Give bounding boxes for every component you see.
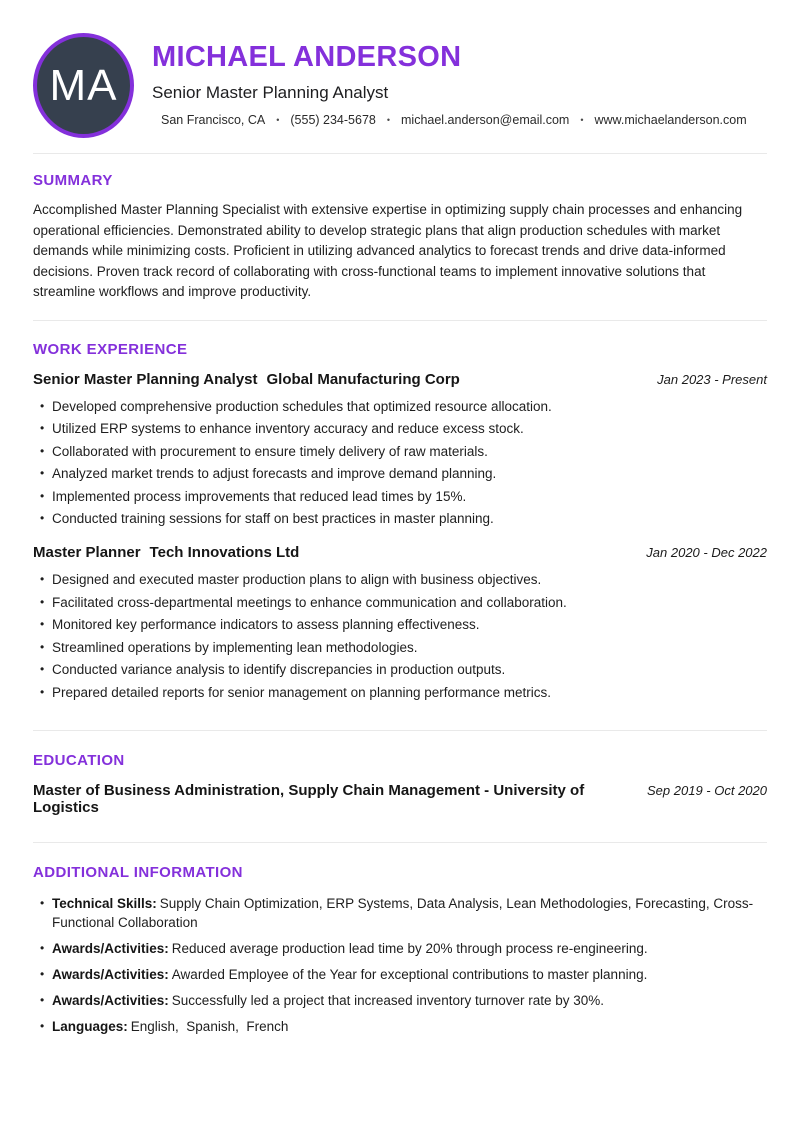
contact-row — [152, 113, 747, 127]
education-heading: EDUCATION — [33, 752, 125, 769]
work-experience-heading: WORK EXPERIENCE — [33, 340, 188, 358]
additional-info-list — [33, 894, 767, 1036]
bullet-item: • Developed comprehensive production schedules that optimized resource allocation. — [33, 398, 767, 415]
bullet-item: • Facilitated cross-departmental meetings to enhance communication and collaboration. — [33, 594, 767, 611]
job-company: Tech Innovations Ltd — [149, 544, 300, 561]
bullet-item: • Designed and executed master production plans to align with business objectives. — [33, 571, 767, 588]
contact-separator-dot: • — [276, 114, 280, 125]
section-divider — [33, 730, 767, 731]
job-dates: Jan 2023 - Present — [657, 371, 767, 387]
job-bullet-list — [33, 398, 767, 528]
item-label: Awards/Activities: — [52, 967, 169, 982]
item-text: Reduced average production lead time by 20% through process re-engineering. — [171, 941, 648, 956]
education-entry — [33, 782, 767, 816]
item-text: Awarded Employee of the Year for exceptional contributions to master planning. — [171, 967, 648, 982]
additional-info-item — [33, 1017, 767, 1036]
job-title: Master Planner — [33, 544, 141, 561]
section-divider — [33, 842, 767, 843]
additional-info-item — [33, 894, 767, 932]
section-divider — [33, 153, 767, 154]
job-header — [33, 544, 767, 561]
bullet-item: • Collaborated with procurement to ensure timely delivery of raw materials. — [33, 443, 767, 460]
additional-info-item — [33, 965, 767, 984]
item-text: Supply Chain Optimization, ERP Systems, Data Analysis, Lean Methodologies, Forecasting, Cross-Functional Collaboration — [52, 896, 754, 930]
bullet-item: • Conducted training sessions for staff on best practices in master planning. — [33, 510, 767, 527]
additional-info-heading: ADDITIONAL INFORMATION — [33, 864, 243, 881]
education-degree: Master of Business Administration, Supply Chain Management - University of Logistics — [33, 782, 585, 816]
bullet-item: • Utilized ERP systems to enhance inventory accuracy and reduce excess stock. — [33, 420, 767, 437]
job-title-company — [33, 371, 460, 388]
contact-phone: (555) 234-5678 — [290, 113, 376, 128]
summary-heading: SUMMARY — [33, 172, 113, 189]
contact-separator-dot: • — [580, 114, 584, 125]
header-text — [152, 33, 747, 138]
bullet-item: • Implemented process improvements that reduced lead times by 15%. — [33, 488, 767, 505]
job-header — [33, 371, 767, 388]
contact-separator-dot: • — [386, 114, 391, 125]
resume-header — [33, 0, 767, 138]
bullet-item: • Streamlined operations by implementing lean methodologies. — [33, 639, 767, 656]
bullet-item: • Conducted variance analysis to identify discrepancies in production outputs. — [33, 661, 767, 678]
item-label: Awards/Activities: — [52, 941, 169, 956]
bullet-item: • Prepared detailed reports for senior management on planning performance metrics. — [33, 684, 767, 701]
section-divider — [33, 320, 767, 321]
avatar-initials: MA — [49, 60, 118, 110]
job-title-company — [33, 544, 299, 561]
job-company: Global Manufacturing Corp — [266, 370, 460, 388]
job-bullet-list — [33, 571, 767, 701]
job-dates: Jan 2020 - Dec 2022 — [646, 545, 767, 560]
item-label: Awards/Activities: — [52, 993, 169, 1008]
item-label: Technical Skills: — [52, 896, 157, 911]
additional-info-item — [33, 939, 767, 958]
contact-website: www.michaelanderson.com — [594, 113, 747, 128]
bullet-item: • Monitored key performance indicators to assess planning effectiveness. — [33, 616, 767, 633]
education-dates: Sep 2019 - Oct 2020 — [647, 783, 767, 798]
contact-email: michael.anderson@email.com — [401, 113, 570, 128]
bullet-item: • Analyzed market trends to adjust forecasts and improve demand planning. — [33, 465, 767, 482]
candidate-name: MICHAEL ANDERSON — [152, 41, 462, 73]
summary-text: Accomplished Master Planning Specialist with extensive expertise in optimizing supply chain processes and enhancing operational efficiencies. Demonstrated ability to develop strategic plans that align production schedules with market demands while minimizing costs. Proficient in utilizing advanced analytics to forecast trends and drive data-informed decisions. Proven track record of collaborating with cross-functional teams to implement innovative solutions that streamline workflows and improve productivity. — [33, 202, 743, 299]
contact-location: San Francisco, CA — [161, 113, 266, 128]
item-text: Successfully led a project that increased inventory turnover rate by 30%. — [171, 993, 605, 1008]
avatar — [33, 33, 134, 138]
additional-info-item — [33, 991, 767, 1010]
candidate-title: Senior Master Planning Analyst — [152, 83, 389, 103]
item-label: Languages: — [52, 1019, 128, 1034]
item-text: English, Spanish, French — [130, 1019, 289, 1034]
spacer — [33, 706, 767, 730]
job-title: Senior Master Planning Analyst — [33, 370, 258, 388]
